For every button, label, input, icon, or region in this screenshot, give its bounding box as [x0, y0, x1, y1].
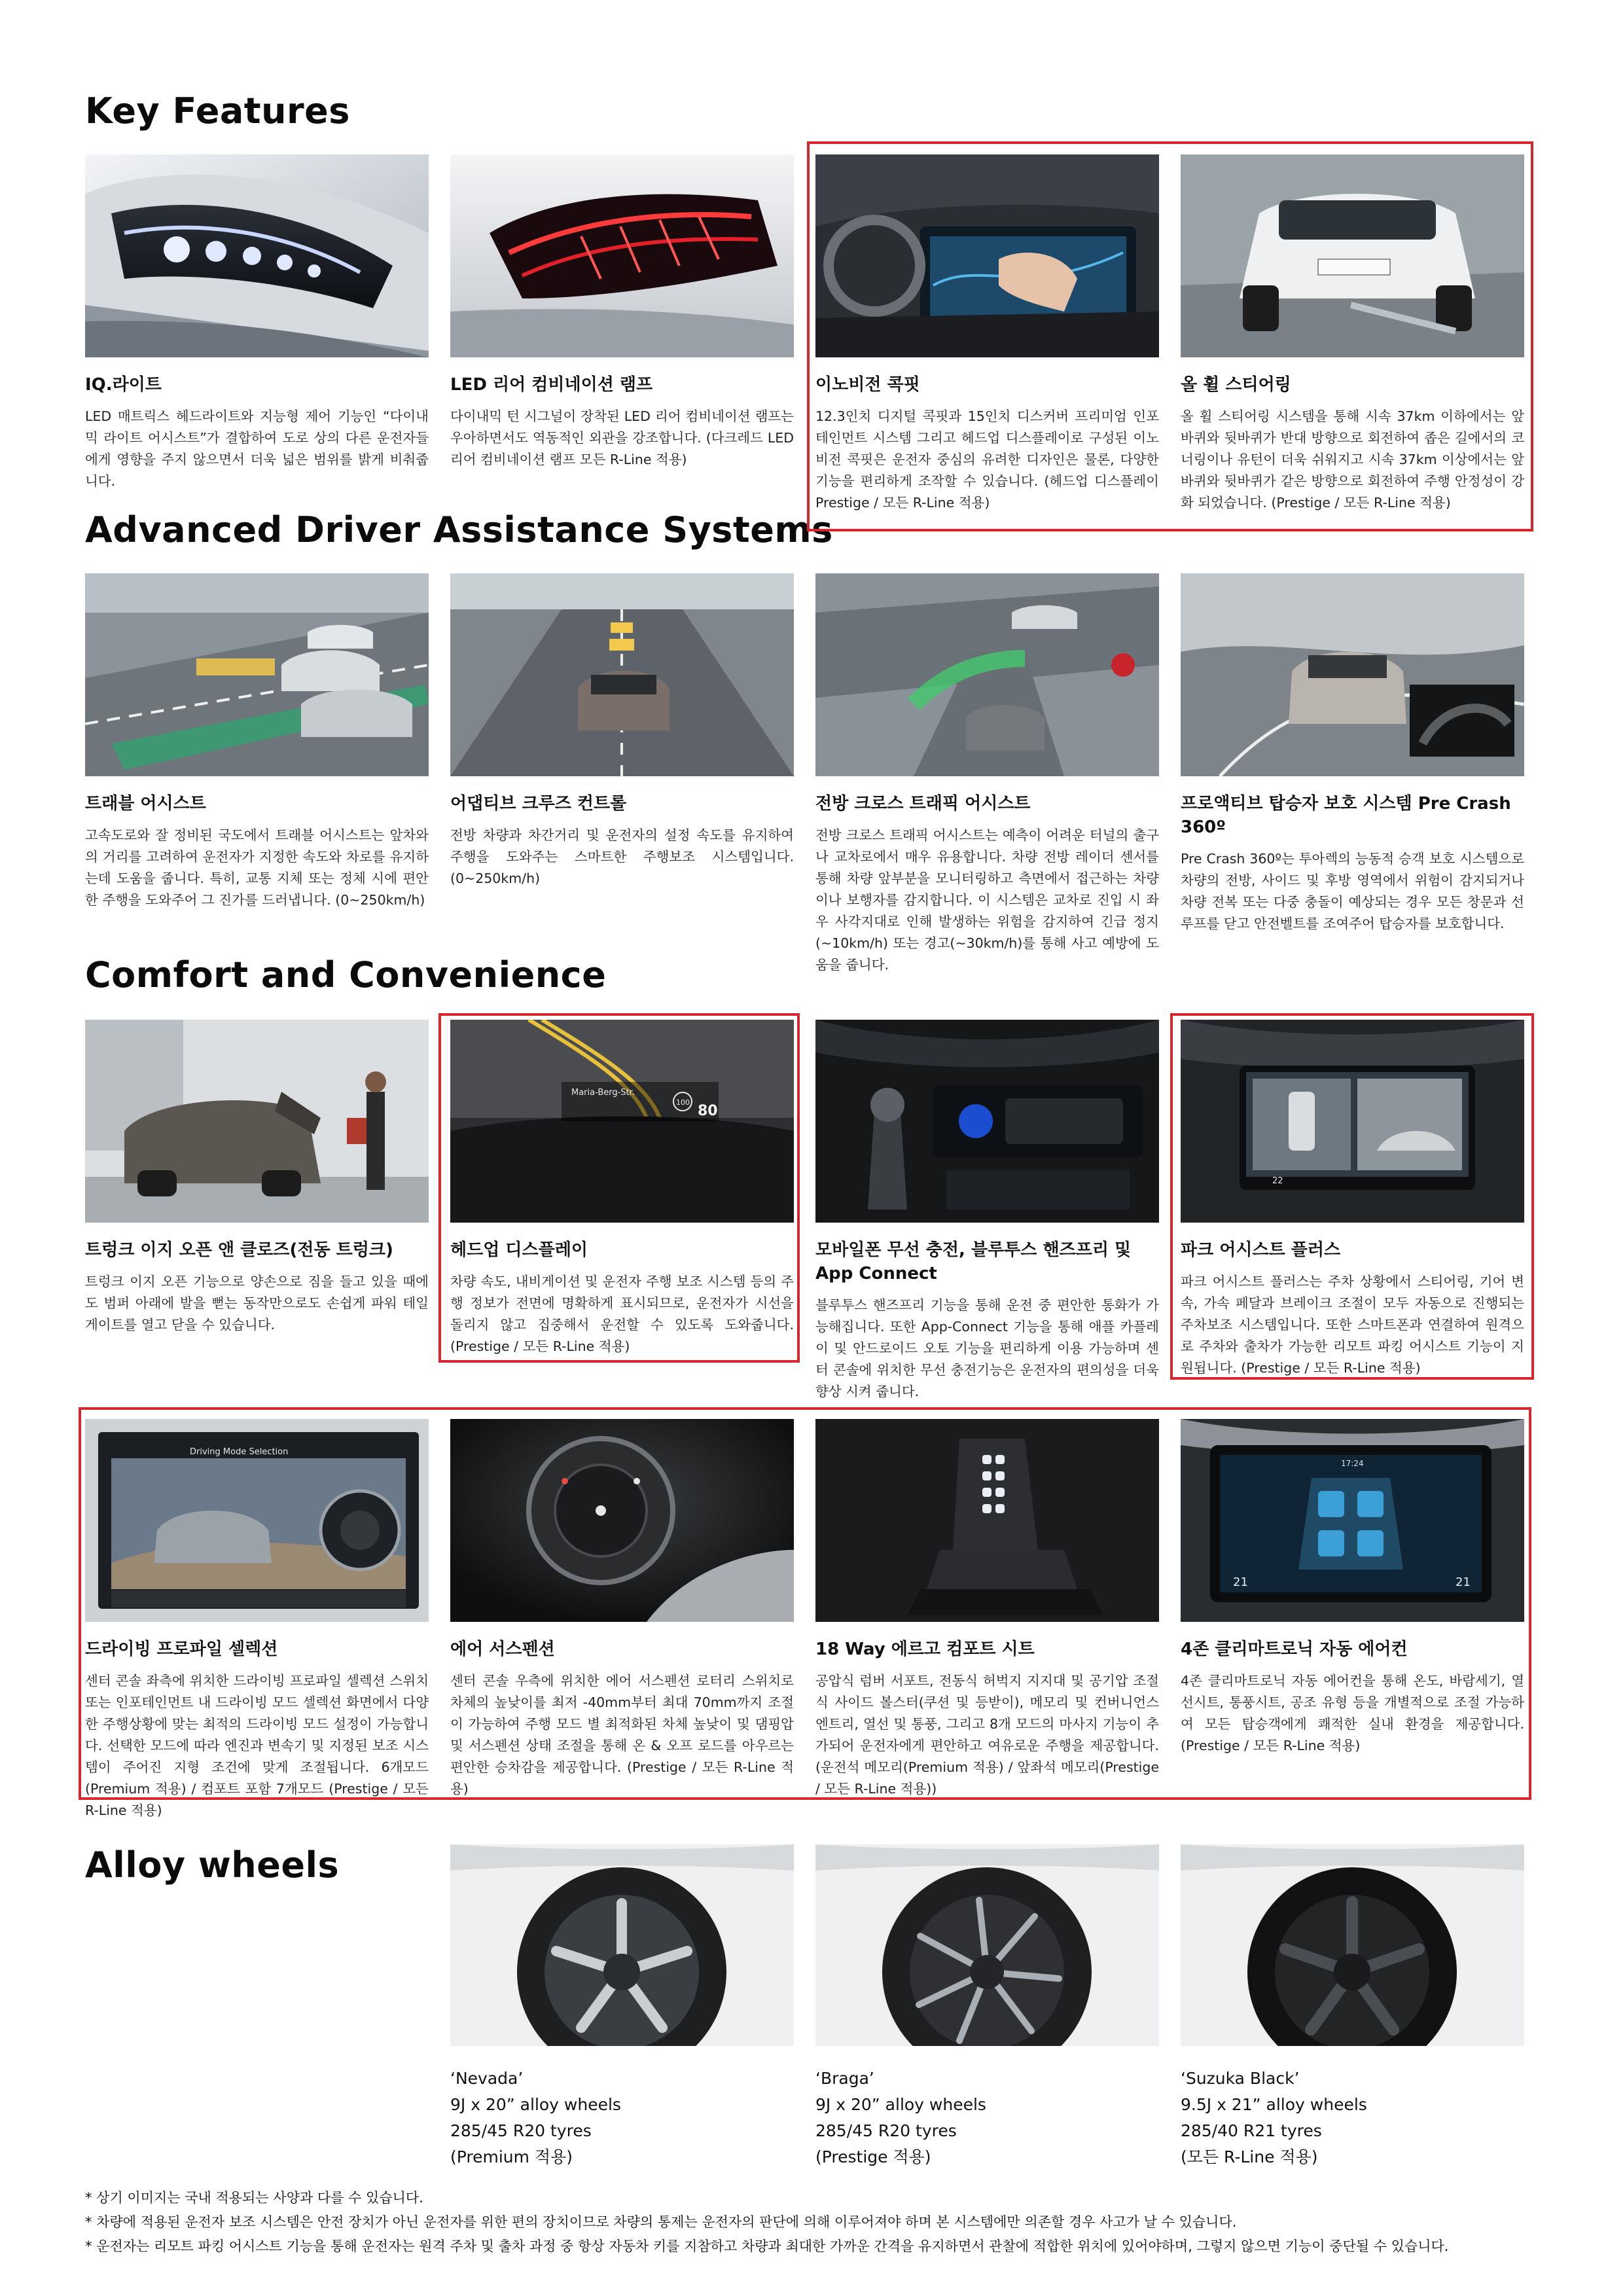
hud-limit: 100	[676, 1098, 690, 1107]
feature-title: 어댑티브 크루즈 컨트롤	[450, 794, 627, 814]
clima-time: 17:24	[1341, 1459, 1364, 1468]
comfort-card-easy-open	[85, 1020, 429, 1336]
all-wheel-steering-photo	[1181, 154, 1524, 357]
feature-description: 차량 속도, 내비게이션 및 운전자 주행 보조 시스템 등의 주행 정보가 전면에 명확하게 표시되므로, 운전자가 시선을 돌리지 않고 집중해서 운전할 수 있도록 도와줍니다. (Prestige / 모든 R-Line 적용)	[450, 1274, 794, 1354]
footnote: * 차량에 적용된 운전자 보조 시스템은 안전 장치가 아닌 운전자를 위한 편의 장치이므로 차량의 통제는 운전자의 판단에 의해 이루어져야 하며 본 시스템에만 의존할 경우 사고가 날 수 있습니다.	[85, 2214, 1237, 2230]
adas-card-front-cross-traffic	[815, 573, 1159, 976]
feature-title: LED 리어 컴비네이션 램프	[450, 375, 653, 395]
wheel-card-suzuka-black	[1181, 1844, 1524, 2170]
section-title-comfort: Comfort and Convenience	[85, 954, 607, 996]
park-temp: 22	[1272, 1176, 1283, 1186]
wheel-specs	[815, 2066, 1159, 2170]
feature-title: 전방 크로스 트래픽 어시스트	[815, 794, 1031, 814]
easy-open-trunk-photo	[85, 1020, 429, 1223]
feature-title: 드라이빙 프로파일 셀렉션	[85, 1640, 278, 1659]
headlight-photo	[85, 154, 429, 357]
wheel-name: ‘Braga’	[815, 2069, 874, 2088]
wheel-card-nevada	[450, 1844, 794, 2170]
front-cross-traffic-photo	[815, 573, 1159, 776]
feature-description: 센터 콘솔 좌측에 위치한 드라이빙 프로파일 셀렉션 스위치 또는 인포테인먼트 내 드라이빙 모드 셀렉션 화면에서 다양한 주행상황에 맞는 최적의 드라이빙 모드 설정이 가능합니다. 선택한 모드에 따라 엔진과 변속기 및 지정된 보조 시스템이 주어진 지형 조건에 맞게 조절됩니다. 6개모드(Premium 적용) / 컴포트 포함 7개모드 (Prestige / 모든 R-Line 적용)	[85, 1673, 429, 1818]
wireless-charging-photo	[815, 1020, 1159, 1223]
comfort-card-4zone-climatronic	[1181, 1419, 1524, 1757]
wheel-size: 9J x 20” alloy wheels	[450, 2095, 621, 2114]
comfort-card-ergo-seat	[815, 1419, 1159, 1800]
pre-crash-photo	[1181, 573, 1524, 776]
feature-title: 트렁크 이지 오픈 앤 클로즈(전동 트렁크)	[85, 1240, 393, 1260]
feature-description: 전방 차량과 차간거리 및 운전자의 설정 속도를 유지하여 주행을 도와주는 스마트한 주행보조 시스템입니다. (0~250km/h)	[450, 827, 794, 886]
adaptive-cruise-photo	[450, 573, 794, 776]
suzuka-black-wheel-photo	[1181, 1844, 1524, 2046]
feature-title: 모바일폰 무선 충전, 블루투스 핸즈프리 및 App Connect	[815, 1240, 1132, 1283]
wheel-trim: (Prestige 적용)	[815, 2147, 931, 2166]
hud-speed: 80	[698, 1103, 718, 1119]
drive-mode-title: Driving Mode Selection	[190, 1447, 289, 1457]
driving-profile-photo	[85, 1419, 429, 1622]
hud-street: Maria-Berg-Str.	[571, 1088, 635, 1098]
comfort-card-driving-profile	[85, 1419, 429, 1821]
clima-temp-right: 21	[1456, 1575, 1471, 1589]
feature-description: 4존 클리마트로닉 자동 에어컨을 통해 온도, 바람세기, 열선시트, 통풍시트, 공조 유형 등을 개별적으로 조절 가능하여 모든 탑승객에게 쾌적한 실내 환경을 제공합니다. (Prestige / 모든 R-Line 적용)	[1181, 1673, 1524, 1753]
wheel-specs	[1181, 2066, 1524, 2170]
hud-photo	[450, 1020, 794, 1223]
footnote: * 운전자는 리모트 파킹 어시스트 기능을 통해 운전자는 원격 주차 및 출차 과정 중 항상 자동차 키를 지참하고 차량과 최대한 가까운 간격을 유지하면서 관찰에 적합한 위치에 있어야하며, 그렇지 않으면 기능이 중단될 수 있습니다.	[85, 2238, 1449, 2254]
wheel-tyres: 285/45 R20 tyres	[815, 2121, 957, 2140]
feature-title: 4존 클리마트로닉 자동 에어컨	[1181, 1640, 1408, 1659]
section-title-adas: Advanced Driver Assistance Systems	[85, 509, 833, 550]
feature-card-led-rear-lamp	[450, 154, 794, 471]
feature-description: 공압식 럼버 서포트, 전동식 허벅지 지지대 및 공기압 조절식 사이드 볼스터(쿠션 및 등받이), 메모리 및 컨버니언스 엔트리, 열선 및 통풍, 그리고 8개 모드의 마사지 기능이 추가되어 운전자에게 편안하고 여유로운 주행을 제공합니다. (운전석 메모리(Premium 적용) / 앞좌석 메모리(Prestige / 모든 R-Line 적용))	[815, 1673, 1159, 1797]
feature-title: 에어 서스펜션	[450, 1640, 555, 1659]
wheel-card-braga	[815, 1844, 1159, 2170]
wheel-size: 9J x 20” alloy wheels	[815, 2095, 986, 2114]
comfort-card-wireless-charging	[815, 1020, 1159, 1403]
feature-card-iq-light	[85, 154, 429, 492]
comfort-card-park-assist	[1181, 1020, 1524, 1379]
feature-title: 올 휠 스티어링	[1181, 375, 1291, 395]
footnotes	[85, 2186, 1531, 2259]
feature-description: 전방 크로스 트래픽 어시스트는 예측이 어려운 터널의 출구나 교차로에서 매우 유용합니다. 차량 전방 레이더 센서를 통해 차량 앞부분을 모니터링하고 측면에서 접근하는 차량이나 보행자를 감지합니다. 이 시스템은 교차로 진입 시 좌우 사각지대로 인해 발생하는 위험을 감지하여 긴급 정지(~10km/h) 또는 경고(~30km/h)를 통해 사고 예방에 도움을 줍니다.	[815, 827, 1159, 973]
feature-card-all-wheel-steering	[1181, 154, 1524, 514]
section-title-key-features: Key Features	[85, 90, 350, 132]
feature-description: 센터 콘솔 우측에 위치한 에어 서스펜션 로터리 스위치로 차체의 높낮이를 최저 -40mm부터 최대 70mm까지 조절이 가능하여 주행 모드 별 최적화된 차체 높낮이 및 댐핑압 및 서스펜션 상태 조절을 통해 온 & 오프 로드를 아우르는 편안한 승차감을 제공합니다. (Prestige / 모든 R-Line 적용)	[450, 1673, 794, 1797]
feature-description: Pre Crash 360º는 투아렉의 능동적 승객 보호 시스템으로 차량의 전방, 사이드 및 후방 영역에서 위험이 감지되거나 차량 전복 또는 다중 충돌이 예상되는 경우 모든 창문과 선루프를 닫고 안전벨트를 조여주어 탑승자를 보호합니다.	[1181, 851, 1524, 931]
wheel-name: ‘Nevada’	[450, 2069, 524, 2088]
wheel-name: ‘Suzuka Black’	[1181, 2069, 1300, 2088]
adas-card-adaptive-cruise	[450, 573, 794, 889]
ergo-comfort-seat-photo	[815, 1419, 1159, 1622]
wheel-specs	[450, 2066, 794, 2170]
nevada-wheel-photo	[450, 1844, 794, 2046]
feature-title: 이노비전 콕핏	[815, 375, 920, 395]
clima-temp-left: 21	[1233, 1575, 1248, 1589]
air-suspension-photo	[450, 1419, 794, 1622]
feature-title: 트래블 어시스트	[85, 794, 206, 814]
feature-description: 12.3인치 디지털 콕핏과 15인치 디스커버 프리미엄 인포테인먼트 시스템 그리고 헤드업 디스플레이로 구성된 이노비전 콕핏은 운전자 중심의 유려한 디자인은 물론, 다양한 기능을 편리하게 조작할 수 있습니다. (헤드업 디스플레이 Prestige / 모든 R-Line 적용)	[815, 408, 1159, 511]
adas-card-travel-assist	[85, 573, 429, 911]
feature-title: 파크 어시스트 플러스	[1181, 1240, 1341, 1260]
feature-description: LED 매트릭스 헤드라이트와 지능형 제어 기능인 “다이내믹 라이트 어시스트”가 결합하여 도로 상의 다른 운전자들에게 영향을 주지 않으면서 더욱 넓은 범위를 밝게 비춰줍니다.	[85, 408, 429, 489]
feature-title: 프로액티브 탑승자 보호 시스템 Pre Crash 360º	[1181, 794, 1511, 837]
feature-description: 파크 어시스트 플러스는 주차 상황에서 스티어링, 기어 변속, 가속 페달과 브레이크 조절이 모두 자동으로 진행되는 주차보조 시스템입니다. 또한 스마트폰과 연결하여 원격으로 주차와 출차가 가능한 리모트 파킹 어시스트 기능이 지원됩니다. (Prestige / 모든 R-Line 적용)	[1181, 1274, 1524, 1376]
feature-card-innovision-cockpit	[815, 154, 1159, 514]
travel-assist-photo	[85, 573, 429, 776]
feature-description: 블루투스 핸즈프리 기능을 통해 운전 중 편안한 통화가 가능해집니다. 또한 App-Connect 기능을 통해 애플 카플레이 및 안드로이드 오토 기능을 편리하게 이용 가능하며 센터 콘솔에 위치한 무선 충전기능은 운전자의 편의성을 더욱 향상 시켜 줍니다.	[815, 1297, 1159, 1399]
wheel-size: 9.5J x 21” alloy wheels	[1181, 2095, 1367, 2114]
feature-title: 헤드업 디스플레이	[450, 1240, 588, 1260]
feature-description: 고속도로와 잘 정비된 국도에서 트래블 어시스트는 앞차와의 거리를 고려하여 운전자가 지정한 속도와 차로를 유지하는데 도움을 줍니다. 특히, 교통 지체 또는 정체 시에 편안한 주행을 도와주어 그 진가를 드러냅니다. (0~250km/h)	[85, 827, 429, 908]
feature-title: IQ.라이트	[85, 375, 162, 395]
adas-card-pre-crash	[1181, 573, 1524, 935]
climatronic-photo	[1181, 1419, 1524, 1622]
feature-description: 다이내믹 턴 시그널이 장착된 LED 리어 컴비네이션 램프는 우아하면서도 역동적인 외관을 강조합니다. (다크레드 LED 리어 컴비네이션 램프 모든 R-Line 적용)	[450, 408, 794, 467]
footnote: * 상기 이미지는 국내 적용되는 사양과 다를 수 있습니다.	[85, 2190, 423, 2206]
comfort-card-hud	[450, 1020, 794, 1357]
feature-description: 트렁크 이지 오픈 기능으로 양손으로 짐을 들고 있을 때에도 범퍼 아래에 발을 뻗는 동작만으로도 손쉽게 파워 테일게이트를 열고 닫을 수 있습니다.	[85, 1274, 429, 1333]
park-assist-photo	[1181, 1020, 1524, 1223]
feature-description: 올 휠 스티어링 시스템을 통해 시속 37km 이하에서는 앞바퀴와 뒷바퀴가 반대 방향으로 회전하여 좁은 길에서의 코너링이나 유턴이 더욱 쉬워지고 시속 37km 이상에서는 앞바퀴와 뒷바퀴가 같은 방향으로 회전하여 주행 안정성이 강화 되었습니다. (Prestige / 모든 R-Line 적용)	[1181, 408, 1524, 511]
feature-title: 18 Way 에르고 컴포트 시트	[815, 1640, 1035, 1659]
cockpit-photo	[815, 154, 1159, 357]
braga-wheel-photo	[815, 1844, 1159, 2046]
wheel-tyres: 285/40 R21 tyres	[1181, 2121, 1322, 2140]
wheel-tyres: 285/45 R20 tyres	[450, 2121, 592, 2140]
section-title-alloy-wheels: Alloy wheels	[85, 1844, 340, 1886]
comfort-card-air-suspension	[450, 1419, 794, 1800]
taillight-photo	[450, 154, 794, 357]
wheel-trim: (Premium 적용)	[450, 2147, 573, 2166]
wheel-trim: (모든 R-Line 적용)	[1181, 2147, 1318, 2166]
